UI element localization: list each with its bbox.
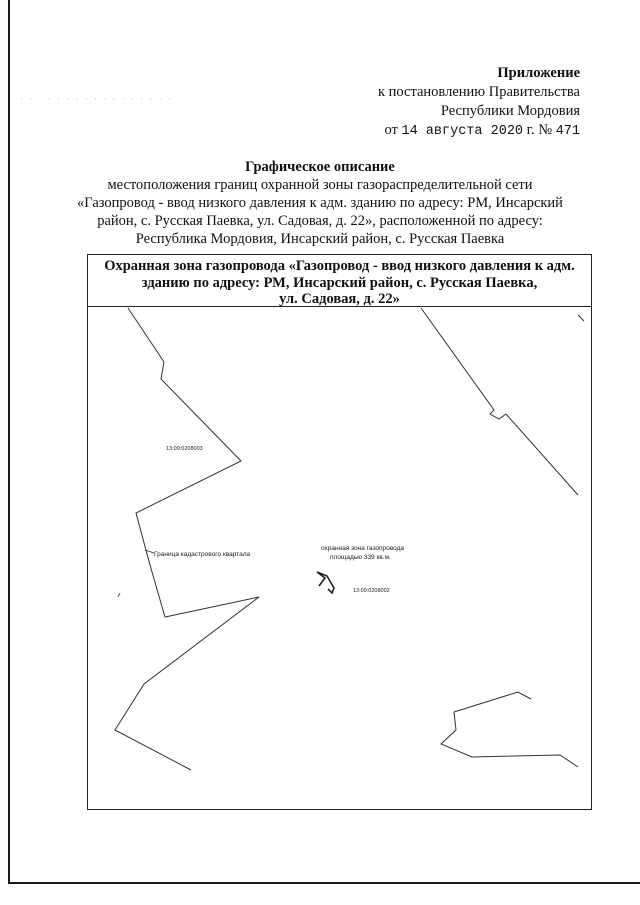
- number-value: 471: [555, 124, 580, 139]
- date-value: 14 августа 2020: [401, 124, 524, 139]
- boundary-label: Граница кадастрового квартала: [154, 551, 251, 558]
- scan-bottom-edge: [8, 882, 640, 884]
- protection-zone-polygon: [317, 572, 334, 593]
- heading-line: местоположения границ охранной зоны газораспределительной сети: [107, 177, 533, 193]
- document-heading: [0, 158, 640, 248]
- heading-title: Графическое описание: [245, 159, 395, 175]
- cadastral-number-label: 13:09:0208002: [353, 588, 390, 594]
- zone-label: площадью 339 кв.м.: [330, 554, 391, 561]
- scan-mark: [118, 593, 120, 597]
- cadastral-number-label: 13:09:0208003: [166, 446, 203, 452]
- appendix-title: Приложение: [497, 65, 580, 81]
- cadastral-map: [88, 307, 591, 809]
- date-prefix: от: [384, 122, 398, 138]
- appendix-line-1: к постановлению Правительства: [378, 84, 580, 100]
- map-frame-header: [88, 255, 591, 307]
- cadastral-boundary-upper-right: [421, 308, 578, 495]
- heading-line: район, с. Русская Паевка, ул. Садовая, д. 22», расположенной по адресу:: [97, 213, 543, 229]
- heading-line: «Газопровод - ввод низкого давления к адм. зданию по адресу: РМ, Инсарский: [77, 195, 563, 211]
- scan-artifact: · · · · · · · · · · · · · · · · ·: [20, 94, 173, 104]
- scan-left-edge: [8, 0, 10, 884]
- frame-header-line: ул. Садовая, д. 22»: [279, 291, 400, 307]
- number-prefix: г. №: [526, 122, 553, 138]
- cadastral-boundary-lower-right: [441, 692, 578, 767]
- appendix-block: [378, 64, 580, 141]
- cadastral-boundary-left: [115, 308, 259, 770]
- frame-header-line: зданию по адресу: РМ, Инсарский район, с. Русская Паевка,: [141, 274, 538, 291]
- appendix-line-2: Республики Мордовия: [440, 103, 580, 119]
- map-frame: [87, 254, 592, 810]
- frame-header-line: Охранная зона газопровода «Газопровод - ввод низкого давления к адм.: [104, 258, 575, 274]
- boundary-tick: [578, 315, 584, 321]
- zone-label: охранная зона газопровода: [321, 545, 404, 552]
- appendix-date-line: [378, 121, 580, 141]
- heading-line: Республика Мордовия, Инсарский район, с. Русская Паевка: [135, 231, 505, 247]
